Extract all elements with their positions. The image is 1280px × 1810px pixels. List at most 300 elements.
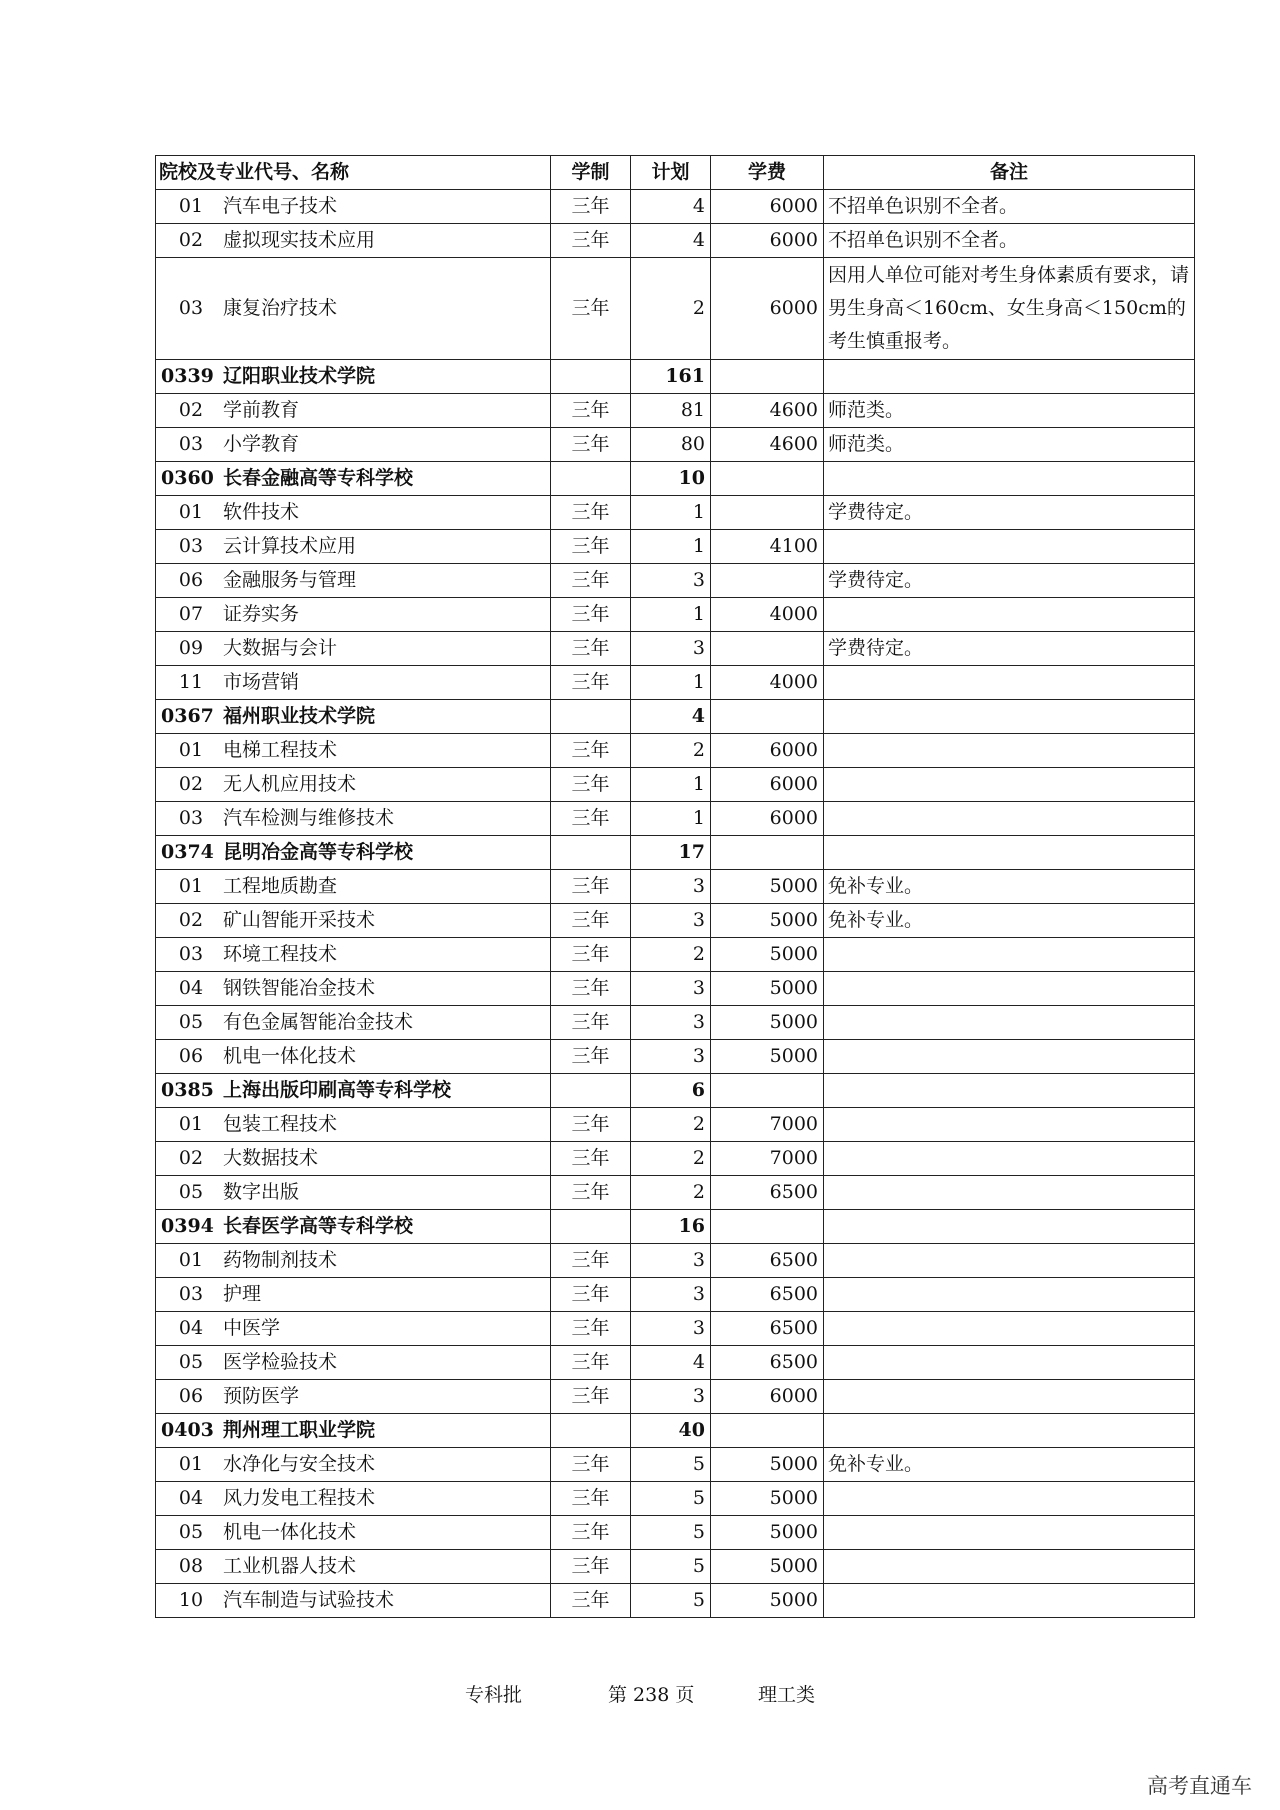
major-row bbox=[156, 1142, 1195, 1176]
school-note-cell bbox=[824, 360, 1195, 394]
school-row bbox=[156, 700, 1195, 734]
major-cell bbox=[156, 598, 551, 632]
major-row bbox=[156, 904, 1195, 938]
major-duration: 三年 bbox=[551, 1346, 631, 1380]
major-code: 05 bbox=[178, 1011, 204, 1033]
header-duration: 学制 bbox=[551, 156, 631, 190]
school-cell bbox=[156, 1074, 551, 1108]
major-cell bbox=[156, 530, 551, 564]
major-row bbox=[156, 1006, 1195, 1040]
major-cell bbox=[156, 1584, 551, 1618]
major-code: 02 bbox=[178, 773, 204, 795]
major-note bbox=[824, 1550, 1195, 1584]
major-row bbox=[156, 938, 1195, 972]
school-row bbox=[156, 360, 1195, 394]
school-note-cell bbox=[824, 700, 1195, 734]
major-row bbox=[156, 870, 1195, 904]
school-cell bbox=[156, 700, 551, 734]
major-note bbox=[824, 1040, 1195, 1074]
major-code: 01 bbox=[178, 1113, 204, 1135]
major-row bbox=[156, 666, 1195, 700]
major-row bbox=[156, 1380, 1195, 1414]
major-name: 工程地质勘查 bbox=[223, 875, 338, 897]
major-fee: 5000 bbox=[711, 1482, 824, 1516]
major-duration: 三年 bbox=[551, 734, 631, 768]
school-code: 0374 bbox=[161, 841, 214, 863]
major-fee: 6000 bbox=[711, 190, 824, 224]
major-note: 不招单色识别不全者。 bbox=[824, 224, 1195, 258]
major-fee bbox=[711, 496, 824, 530]
school-code: 0339 bbox=[161, 365, 214, 387]
major-fee: 6500 bbox=[711, 1312, 824, 1346]
major-note bbox=[824, 938, 1195, 972]
major-name: 预防医学 bbox=[223, 1385, 300, 1407]
major-note: 师范类。 bbox=[824, 394, 1195, 428]
major-plan: 1 bbox=[631, 598, 711, 632]
major-cell bbox=[156, 1482, 551, 1516]
school-code: 0360 bbox=[161, 467, 214, 489]
major-plan: 5 bbox=[631, 1516, 711, 1550]
major-name: 有色金属智能冶金技术 bbox=[223, 1011, 414, 1033]
major-fee: 7000 bbox=[711, 1108, 824, 1142]
major-plan: 2 bbox=[631, 1142, 711, 1176]
major-duration: 三年 bbox=[551, 1312, 631, 1346]
major-row bbox=[156, 224, 1195, 258]
major-name: 汽车检测与维修技术 bbox=[223, 807, 395, 829]
major-cell bbox=[156, 938, 551, 972]
major-plan: 4 bbox=[631, 190, 711, 224]
major-plan: 1 bbox=[631, 802, 711, 836]
major-plan: 2 bbox=[631, 258, 711, 360]
major-plan: 4 bbox=[631, 1346, 711, 1380]
school-cell bbox=[156, 360, 551, 394]
major-cell bbox=[156, 1244, 551, 1278]
major-name: 包装工程技术 bbox=[223, 1113, 338, 1135]
major-code: 01 bbox=[178, 1453, 204, 1475]
major-note bbox=[824, 1312, 1195, 1346]
major-cell bbox=[156, 802, 551, 836]
school-name: 昆明冶金高等专科学校 bbox=[223, 841, 414, 863]
major-fee: 4600 bbox=[711, 394, 824, 428]
school-code: 0394 bbox=[161, 1215, 214, 1237]
major-fee: 6000 bbox=[711, 734, 824, 768]
major-name: 钢铁智能冶金技术 bbox=[223, 977, 376, 999]
school-plan-total: 17 bbox=[631, 836, 711, 870]
major-plan: 3 bbox=[631, 870, 711, 904]
major-note bbox=[824, 972, 1195, 1006]
major-note bbox=[824, 1108, 1195, 1142]
school-plan-total: 4 bbox=[631, 700, 711, 734]
major-name: 护理 bbox=[223, 1283, 262, 1305]
major-name: 证券实务 bbox=[223, 603, 300, 625]
major-name: 风力发电工程技术 bbox=[223, 1487, 376, 1509]
major-cell bbox=[156, 1278, 551, 1312]
major-note bbox=[824, 1482, 1195, 1516]
major-plan: 1 bbox=[631, 666, 711, 700]
major-fee: 7000 bbox=[711, 1142, 824, 1176]
header-fee: 学费 bbox=[711, 156, 824, 190]
school-cell bbox=[156, 1210, 551, 1244]
major-fee: 6000 bbox=[711, 768, 824, 802]
major-plan: 5 bbox=[631, 1482, 711, 1516]
major-cell bbox=[156, 972, 551, 1006]
school-duration-cell bbox=[551, 1210, 631, 1244]
major-fee: 6000 bbox=[711, 1380, 824, 1414]
major-note: 免补专业。 bbox=[824, 870, 1195, 904]
major-note bbox=[824, 734, 1195, 768]
major-name: 中医学 bbox=[223, 1317, 281, 1339]
major-name: 康复治疗技术 bbox=[223, 297, 338, 319]
major-fee: 5000 bbox=[711, 870, 824, 904]
major-plan: 3 bbox=[631, 1312, 711, 1346]
major-code: 01 bbox=[178, 501, 204, 523]
major-duration: 三年 bbox=[551, 1550, 631, 1584]
major-plan: 3 bbox=[631, 632, 711, 666]
major-fee: 5000 bbox=[711, 972, 824, 1006]
school-cell bbox=[156, 836, 551, 870]
major-duration: 三年 bbox=[551, 1584, 631, 1618]
major-row bbox=[156, 564, 1195, 598]
major-row bbox=[156, 734, 1195, 768]
major-row bbox=[156, 1278, 1195, 1312]
major-row bbox=[156, 1550, 1195, 1584]
major-duration: 三年 bbox=[551, 666, 631, 700]
header-school-major: 院校及专业代号、名称 bbox=[156, 156, 551, 190]
major-duration: 三年 bbox=[551, 1482, 631, 1516]
major-fee: 5000 bbox=[711, 1550, 824, 1584]
school-code: 0367 bbox=[161, 705, 214, 727]
major-duration: 三年 bbox=[551, 768, 631, 802]
major-cell bbox=[156, 496, 551, 530]
school-duration-cell bbox=[551, 700, 631, 734]
major-name: 市场营销 bbox=[223, 671, 300, 693]
major-code: 05 bbox=[178, 1181, 204, 1203]
major-note bbox=[824, 1346, 1195, 1380]
major-row bbox=[156, 1244, 1195, 1278]
major-row bbox=[156, 972, 1195, 1006]
major-name: 金融服务与管理 bbox=[223, 569, 357, 591]
major-duration: 三年 bbox=[551, 938, 631, 972]
major-plan: 80 bbox=[631, 428, 711, 462]
major-code: 05 bbox=[178, 1521, 204, 1543]
major-name: 小学教育 bbox=[223, 433, 300, 455]
major-note: 免补专业。 bbox=[824, 904, 1195, 938]
major-fee: 5000 bbox=[711, 1448, 824, 1482]
school-cell bbox=[156, 1414, 551, 1448]
major-name: 环境工程技术 bbox=[223, 943, 338, 965]
major-duration: 三年 bbox=[551, 1142, 631, 1176]
major-fee: 6000 bbox=[711, 224, 824, 258]
major-name: 汽车制造与试验技术 bbox=[223, 1589, 395, 1611]
major-duration: 三年 bbox=[551, 394, 631, 428]
major-cell bbox=[156, 632, 551, 666]
major-fee: 5000 bbox=[711, 1584, 824, 1618]
major-note bbox=[824, 1516, 1195, 1550]
major-duration: 三年 bbox=[551, 496, 631, 530]
major-note: 学费待定。 bbox=[824, 496, 1195, 530]
school-name: 辽阳职业技术学院 bbox=[223, 365, 376, 387]
header-plan: 计划 bbox=[631, 156, 711, 190]
major-name: 汽车电子技术 bbox=[223, 195, 338, 217]
major-duration: 三年 bbox=[551, 1176, 631, 1210]
school-cell bbox=[156, 462, 551, 496]
major-plan: 5 bbox=[631, 1550, 711, 1584]
major-cell bbox=[156, 904, 551, 938]
major-note bbox=[824, 1244, 1195, 1278]
school-plan-total: 40 bbox=[631, 1414, 711, 1448]
major-fee: 4100 bbox=[711, 530, 824, 564]
school-name: 长春医学高等专科学校 bbox=[223, 1215, 414, 1237]
school-row bbox=[156, 836, 1195, 870]
major-code: 01 bbox=[178, 739, 204, 761]
major-row bbox=[156, 768, 1195, 802]
major-fee bbox=[711, 564, 824, 598]
admission-plan-table bbox=[155, 155, 1195, 1618]
major-code: 10 bbox=[178, 1589, 204, 1611]
major-duration: 三年 bbox=[551, 632, 631, 666]
major-note: 因用人单位可能对考生身体素质有要求，请男生身高＜160cm、女生身高＜150cm的考生慎重报考。 bbox=[824, 258, 1195, 360]
major-note: 学费待定。 bbox=[824, 564, 1195, 598]
school-fee-cell bbox=[711, 360, 824, 394]
school-fee-cell bbox=[711, 462, 824, 496]
major-name: 医学检验技术 bbox=[223, 1351, 338, 1373]
major-cell bbox=[156, 1516, 551, 1550]
major-row bbox=[156, 1346, 1195, 1380]
school-row bbox=[156, 462, 1195, 496]
major-cell bbox=[156, 1346, 551, 1380]
major-fee: 6000 bbox=[711, 802, 824, 836]
major-duration: 三年 bbox=[551, 1448, 631, 1482]
major-plan: 3 bbox=[631, 1278, 711, 1312]
major-cell bbox=[156, 564, 551, 598]
major-plan: 2 bbox=[631, 1176, 711, 1210]
major-code: 02 bbox=[178, 229, 204, 251]
major-code: 01 bbox=[178, 1249, 204, 1271]
major-name: 矿山智能开采技术 bbox=[223, 909, 376, 931]
major-fee: 5000 bbox=[711, 1006, 824, 1040]
major-code: 06 bbox=[178, 1045, 204, 1067]
major-plan: 5 bbox=[631, 1584, 711, 1618]
major-name: 大数据技术 bbox=[223, 1147, 319, 1169]
major-note bbox=[824, 1006, 1195, 1040]
major-plan: 3 bbox=[631, 1006, 711, 1040]
major-note bbox=[824, 598, 1195, 632]
major-plan: 3 bbox=[631, 904, 711, 938]
major-duration: 三年 bbox=[551, 190, 631, 224]
major-plan: 1 bbox=[631, 496, 711, 530]
major-duration: 三年 bbox=[551, 224, 631, 258]
major-cell bbox=[156, 768, 551, 802]
major-row bbox=[156, 258, 1195, 360]
school-fee-cell bbox=[711, 1074, 824, 1108]
major-duration: 三年 bbox=[551, 1006, 631, 1040]
major-duration: 三年 bbox=[551, 802, 631, 836]
school-plan-total: 16 bbox=[631, 1210, 711, 1244]
major-cell bbox=[156, 224, 551, 258]
footer-batch: 专科批 bbox=[465, 1684, 523, 1706]
major-plan: 4 bbox=[631, 224, 711, 258]
major-plan: 3 bbox=[631, 1040, 711, 1074]
major-name: 电梯工程技术 bbox=[223, 739, 338, 761]
table-body bbox=[156, 190, 1195, 1618]
major-note bbox=[824, 530, 1195, 564]
major-cell bbox=[156, 1176, 551, 1210]
major-row bbox=[156, 530, 1195, 564]
major-row bbox=[156, 1448, 1195, 1482]
major-row bbox=[156, 1040, 1195, 1074]
major-row bbox=[156, 394, 1195, 428]
major-duration: 三年 bbox=[551, 530, 631, 564]
major-code: 09 bbox=[178, 637, 204, 659]
major-cell bbox=[156, 870, 551, 904]
school-name: 荆州理工职业学院 bbox=[223, 1419, 376, 1441]
school-fee-cell bbox=[711, 700, 824, 734]
school-duration-cell bbox=[551, 1414, 631, 1448]
school-note-cell bbox=[824, 836, 1195, 870]
major-duration: 三年 bbox=[551, 428, 631, 462]
major-name: 云计算技术应用 bbox=[223, 535, 357, 557]
major-plan: 3 bbox=[631, 564, 711, 598]
school-code: 0403 bbox=[161, 1419, 214, 1441]
major-plan: 2 bbox=[631, 1108, 711, 1142]
school-plan-total: 161 bbox=[631, 360, 711, 394]
school-row bbox=[156, 1414, 1195, 1448]
major-code: 03 bbox=[178, 535, 204, 557]
major-code: 05 bbox=[178, 1351, 204, 1373]
major-duration: 三年 bbox=[551, 1040, 631, 1074]
major-row bbox=[156, 1584, 1195, 1618]
major-note: 不招单色识别不全者。 bbox=[824, 190, 1195, 224]
major-fee: 6500 bbox=[711, 1244, 824, 1278]
major-code: 06 bbox=[178, 569, 204, 591]
header-note: 备注 bbox=[824, 156, 1195, 190]
major-code: 07 bbox=[178, 603, 204, 625]
major-fee: 6500 bbox=[711, 1278, 824, 1312]
major-fee: 5000 bbox=[711, 1040, 824, 1074]
major-duration: 三年 bbox=[551, 598, 631, 632]
major-name: 无人机应用技术 bbox=[223, 773, 357, 795]
major-note bbox=[824, 1278, 1195, 1312]
major-row bbox=[156, 496, 1195, 530]
school-duration-cell bbox=[551, 836, 631, 870]
major-row bbox=[156, 1108, 1195, 1142]
major-note bbox=[824, 1380, 1195, 1414]
major-duration: 三年 bbox=[551, 1516, 631, 1550]
school-code: 0385 bbox=[161, 1079, 214, 1101]
major-row bbox=[156, 802, 1195, 836]
major-cell bbox=[156, 666, 551, 700]
major-fee: 4000 bbox=[711, 666, 824, 700]
school-note-cell bbox=[824, 1414, 1195, 1448]
major-fee: 5000 bbox=[711, 938, 824, 972]
watermark-text: 高考直通车 bbox=[1147, 1774, 1252, 1798]
major-cell bbox=[156, 1108, 551, 1142]
major-duration: 三年 bbox=[551, 1244, 631, 1278]
major-duration: 三年 bbox=[551, 564, 631, 598]
major-fee: 6500 bbox=[711, 1176, 824, 1210]
school-fee-cell bbox=[711, 836, 824, 870]
school-row bbox=[156, 1210, 1195, 1244]
major-plan: 3 bbox=[631, 1244, 711, 1278]
major-code: 02 bbox=[178, 399, 204, 421]
major-plan: 3 bbox=[631, 1380, 711, 1414]
school-plan-total: 10 bbox=[631, 462, 711, 496]
major-row bbox=[156, 1516, 1195, 1550]
school-row bbox=[156, 1074, 1195, 1108]
major-name: 大数据与会计 bbox=[223, 637, 338, 659]
major-code: 01 bbox=[178, 195, 204, 217]
major-note bbox=[824, 666, 1195, 700]
major-cell bbox=[156, 1312, 551, 1346]
major-name: 数字出版 bbox=[223, 1181, 300, 1203]
major-code: 04 bbox=[178, 977, 204, 999]
major-duration: 三年 bbox=[551, 1278, 631, 1312]
major-duration: 三年 bbox=[551, 1108, 631, 1142]
major-fee: 4000 bbox=[711, 598, 824, 632]
major-fee bbox=[711, 632, 824, 666]
major-note: 免补专业。 bbox=[824, 1448, 1195, 1482]
major-code: 03 bbox=[178, 807, 204, 829]
major-cell bbox=[156, 428, 551, 462]
table-header-row bbox=[156, 156, 1195, 190]
major-cell bbox=[156, 1006, 551, 1040]
school-note-cell bbox=[824, 1074, 1195, 1108]
major-duration: 三年 bbox=[551, 258, 631, 360]
major-name: 药物制剂技术 bbox=[223, 1249, 338, 1271]
major-cell bbox=[156, 1448, 551, 1482]
major-cell bbox=[156, 1380, 551, 1414]
school-name: 福州职业技术学院 bbox=[223, 705, 376, 727]
major-note bbox=[824, 1176, 1195, 1210]
major-plan: 81 bbox=[631, 394, 711, 428]
major-cell bbox=[156, 258, 551, 360]
major-cell bbox=[156, 1550, 551, 1584]
major-plan: 1 bbox=[631, 768, 711, 802]
major-code: 11 bbox=[178, 671, 204, 693]
major-name: 学前教育 bbox=[223, 399, 300, 421]
school-plan-total: 6 bbox=[631, 1074, 711, 1108]
major-cell bbox=[156, 394, 551, 428]
major-plan: 1 bbox=[631, 530, 711, 564]
major-row bbox=[156, 598, 1195, 632]
school-name: 上海出版印刷高等专科学校 bbox=[223, 1079, 452, 1101]
school-duration-cell bbox=[551, 1074, 631, 1108]
major-fee: 5000 bbox=[711, 904, 824, 938]
major-code: 03 bbox=[178, 297, 204, 319]
major-code: 03 bbox=[178, 943, 204, 965]
major-cell bbox=[156, 190, 551, 224]
major-plan: 2 bbox=[631, 938, 711, 972]
major-name: 软件技术 bbox=[223, 501, 300, 523]
major-note: 师范类。 bbox=[824, 428, 1195, 462]
major-name: 水净化与安全技术 bbox=[223, 1453, 376, 1475]
major-code: 04 bbox=[178, 1487, 204, 1509]
major-note bbox=[824, 768, 1195, 802]
major-duration: 三年 bbox=[551, 870, 631, 904]
school-note-cell bbox=[824, 1210, 1195, 1244]
major-name: 虚拟现实技术应用 bbox=[223, 229, 376, 251]
major-fee: 5000 bbox=[711, 1516, 824, 1550]
school-name: 长春金融高等专科学校 bbox=[223, 467, 414, 489]
major-duration: 三年 bbox=[551, 904, 631, 938]
major-code: 03 bbox=[178, 1283, 204, 1305]
major-row bbox=[156, 190, 1195, 224]
major-cell bbox=[156, 734, 551, 768]
major-row bbox=[156, 1176, 1195, 1210]
school-duration-cell bbox=[551, 360, 631, 394]
major-code: 03 bbox=[178, 433, 204, 455]
major-note bbox=[824, 802, 1195, 836]
